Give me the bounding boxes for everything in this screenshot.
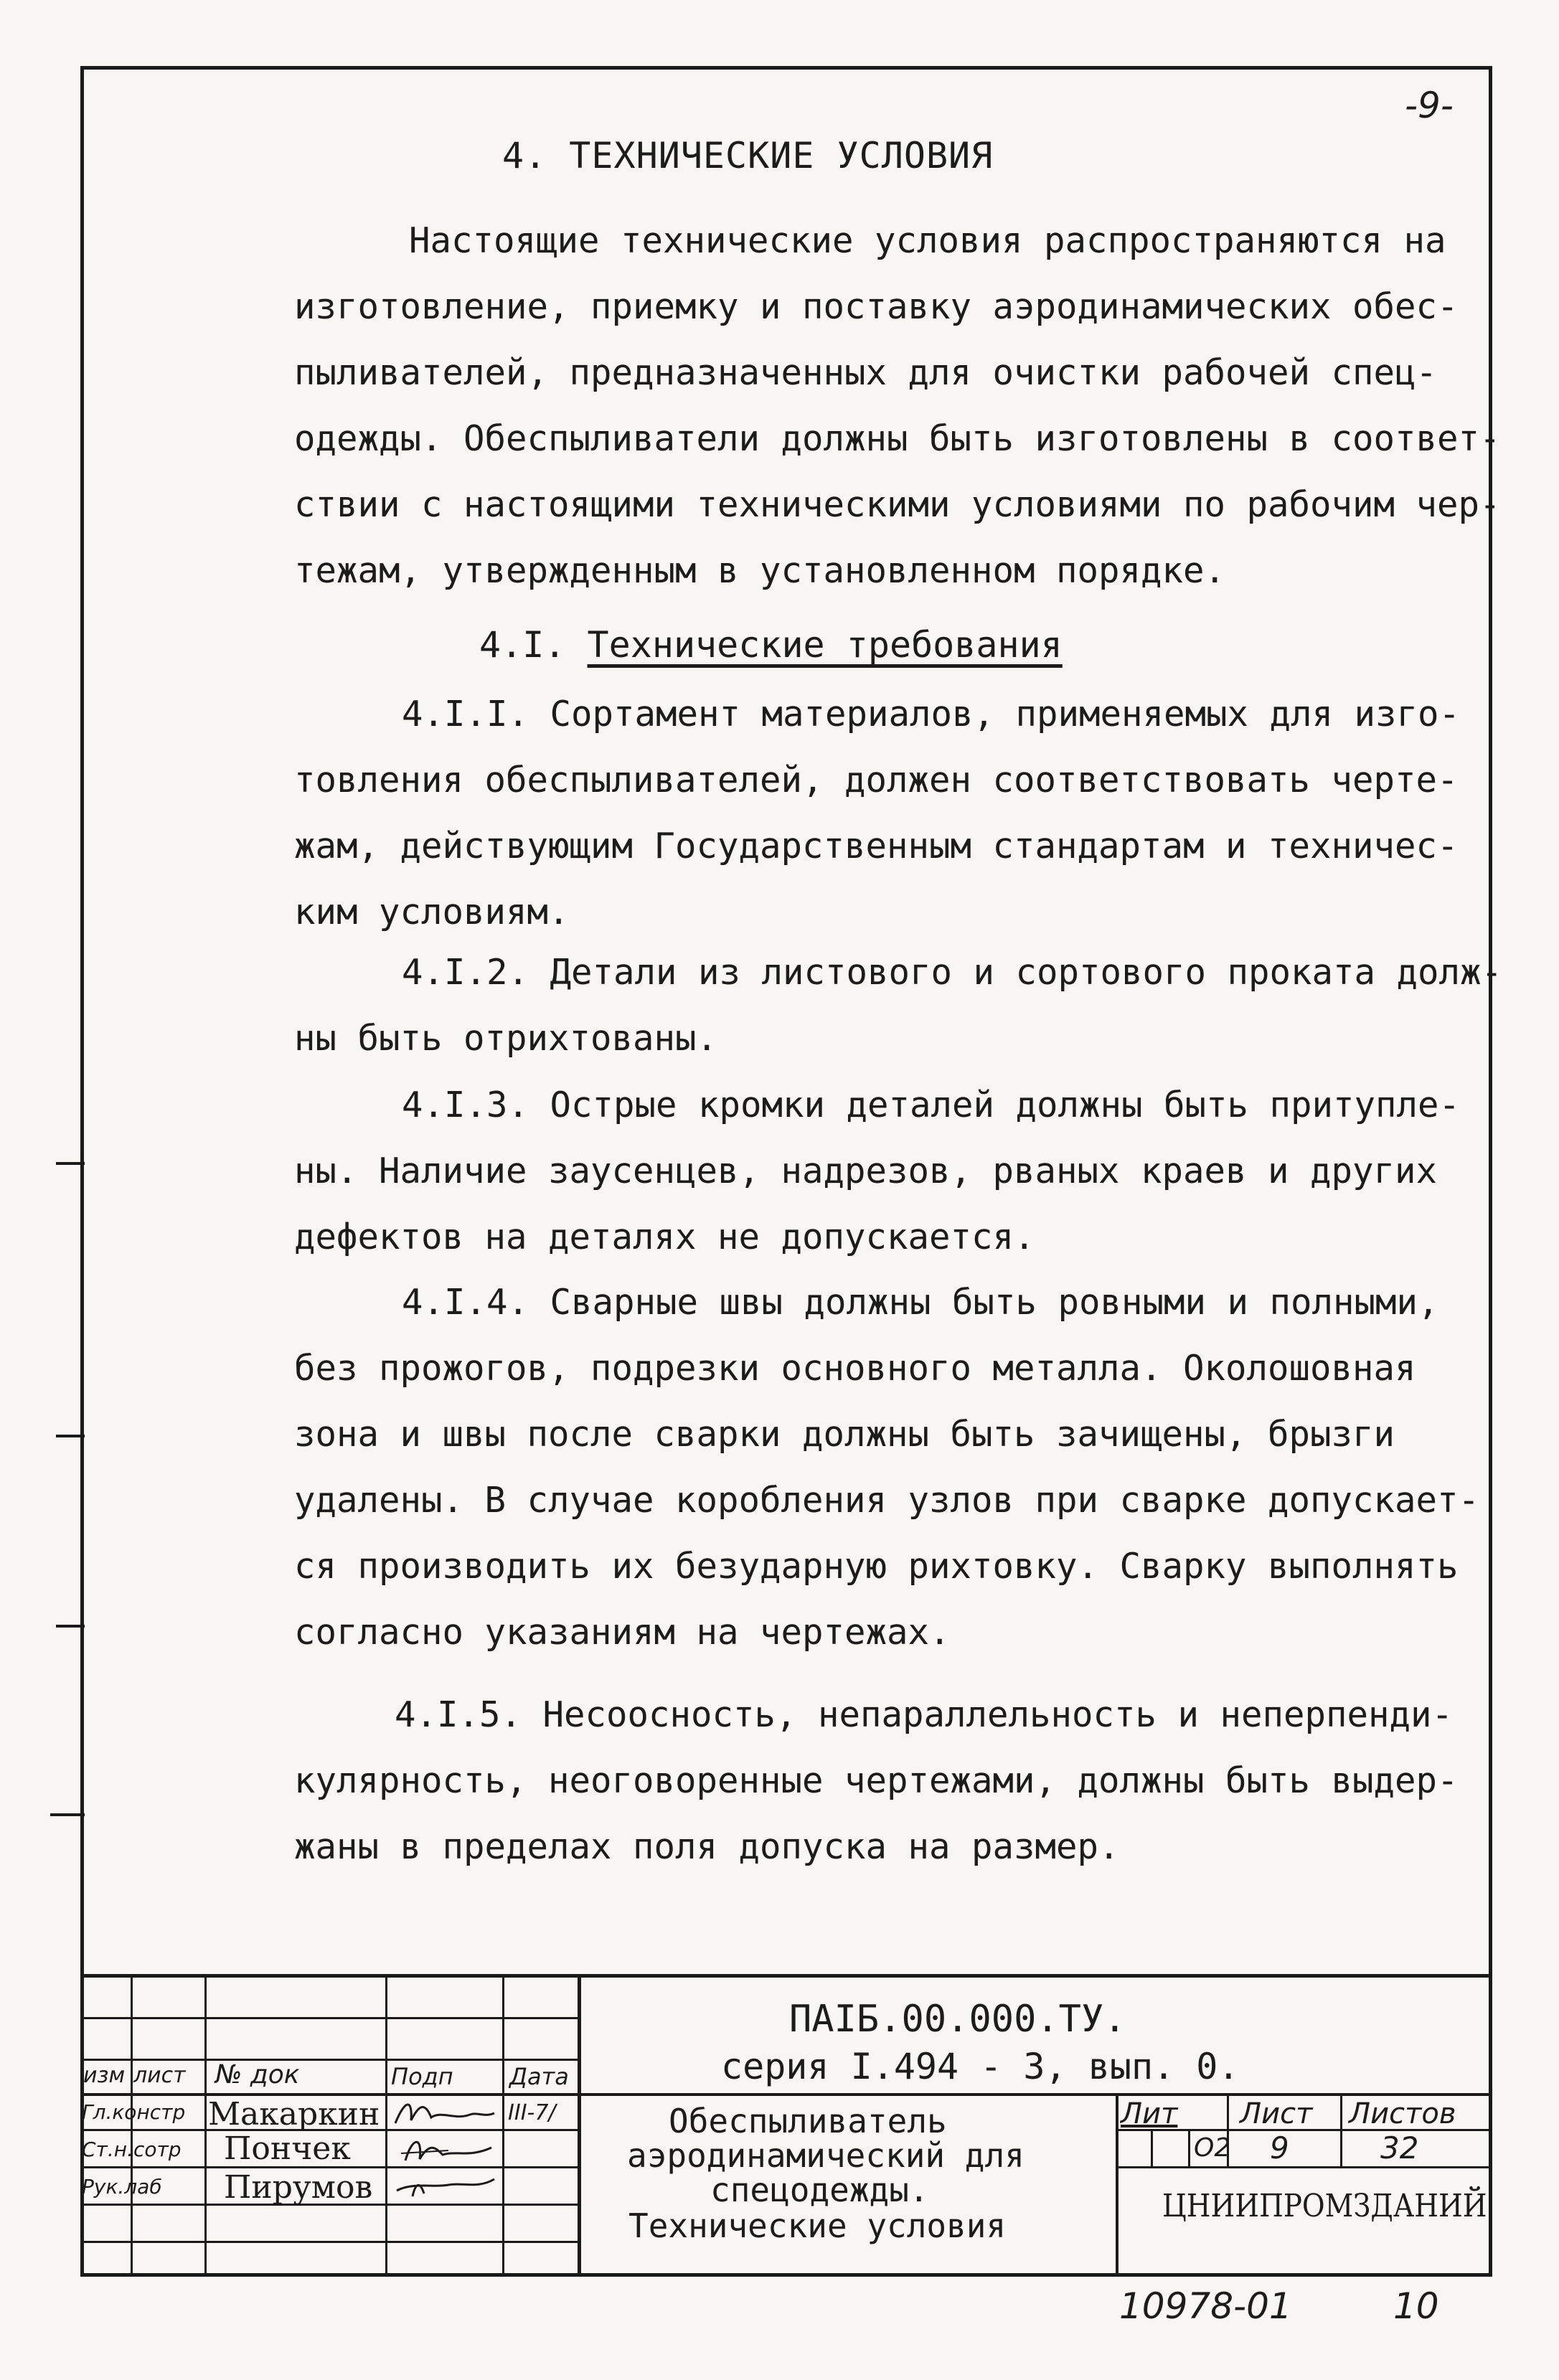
product-name-line-4: Технические условия <box>628 2206 1007 2245</box>
text-line: 4.I.4. Сварные швы должны быть ровными и полными, <box>402 1282 1439 1323</box>
text-line: жам, действующим Государственным стандартам и техничес- <box>294 826 1459 866</box>
text-line: ким условиям. <box>294 892 570 932</box>
section-heading: 4. ТЕХНИЧЕСКИЕ УСЛОВИЯ <box>502 135 994 176</box>
header-izm: изм <box>83 2063 126 2088</box>
text-line: 4.I.3. Острые кромки деталей должны быть притупле- <box>402 1085 1461 1125</box>
text-line: пыливателей, предназначенных для очистки рабочей спец- <box>294 352 1438 393</box>
lit-value: О2 <box>1194 2133 1231 2163</box>
text-line: ны быть отрихтованы. <box>294 1018 718 1059</box>
edge-tick <box>50 1813 85 1816</box>
clause-4-1-2 <box>294 940 1503 1072</box>
lit-label: Лит <box>1121 2097 1178 2130</box>
role-2: Рук.лаб <box>82 2175 162 2199</box>
header-sign: Подп <box>391 2063 453 2090</box>
edge-tick <box>56 1625 85 1628</box>
text-line: согласно указаниям на чертежах. <box>294 1612 951 1653</box>
sheet-value: 9 <box>1270 2130 1289 2166</box>
product-name-line-1: Обеспыливатель <box>669 2102 947 2140</box>
organization: ЦНИИПРОМЗДАНИЙ <box>1162 2188 1487 2224</box>
text-line: ствии с настоящими техническими условиями по рабочим чер- <box>294 484 1501 525</box>
name-0: Макаркин <box>208 2096 380 2133</box>
edge-tick <box>56 1435 85 1437</box>
series-line: серия I.494 - 3, вып. 0. <box>721 2046 1240 2087</box>
edge-tick <box>56 1162 85 1165</box>
text-line: 4.I.2. Детали из листового и сортового проката долж- <box>402 952 1503 993</box>
sheets-value: 32 <box>1380 2130 1419 2166</box>
doc-code: ПАIБ.00.000.ТУ. <box>789 1998 1126 2041</box>
page-number: -9- <box>1405 85 1454 126</box>
text-line: жаны в пределах поля допуска на размер. <box>294 1826 1120 1867</box>
role-1: Ст.н.сотр <box>82 2138 182 2161</box>
text-line: 4.I.5. Несоосность, непараллельность и неперпенди- <box>395 1694 1454 1735</box>
text-line: изготовление, приемку и поставку аэродинамических обес- <box>294 286 1459 327</box>
text-line: кулярность, неоговоренные чертежами, должны быть выдер- <box>294 1760 1459 1801</box>
name-1: Пончек <box>224 2130 351 2167</box>
clause-4-1-5 <box>294 1682 1459 1880</box>
header-doc-no: № док <box>215 2060 300 2089</box>
text-line: тежам, утвержденным в установленном порядке. <box>294 550 1226 591</box>
text-line: ны. Наличие заусенцев, надрезов, рваных краев и других <box>294 1151 1438 1191</box>
subsection-heading <box>479 624 1063 666</box>
text-line: без прожогов, подрезки основного металла. Околошовная <box>294 1348 1416 1389</box>
signature-1 <box>391 2132 499 2165</box>
product-name-line-3: спецодежды. <box>710 2171 929 2209</box>
signature-0 <box>391 2096 499 2129</box>
clause-4-1-4 <box>294 1270 1480 1666</box>
intro-paragraph <box>294 208 1501 604</box>
text-line: товления обеспыливателей, должен соответствовать черте- <box>294 760 1459 801</box>
product-name-line-2: аэродинамический для <box>627 2136 1025 2175</box>
header-list: лист <box>133 2063 186 2088</box>
subsection-title: Технические требования <box>587 624 1063 666</box>
sheet-label: Лист <box>1240 2097 1313 2130</box>
text-line: удалены. В случае коробления узлов при сварке допускает- <box>294 1480 1480 1521</box>
subsection-number: 4.I. <box>479 624 566 666</box>
archive-sheet: 10 <box>1393 2285 1439 2327</box>
sheets-label: Листов <box>1349 2097 1456 2130</box>
clause-4-1-3 <box>294 1072 1461 1270</box>
header-date: Дата <box>509 2063 569 2090</box>
text-line: дефектов на деталях не допускается. <box>294 1217 1035 1257</box>
text-line: зона и швы после сварки должны быть зачищены, брызги <box>294 1414 1395 1455</box>
text-line: ся производить их безударную рихтовку. Сварку выполнять <box>294 1546 1459 1587</box>
text-line: одежды. Обеспыливатели должны быть изготовлены в соответ- <box>294 418 1501 459</box>
role-0: Гл.констр <box>82 2100 186 2124</box>
text-line: Настоящие технические условия распространяются на <box>409 220 1446 261</box>
text-line: 4.I.I. Сортамент материалов, применяемых для изго- <box>402 694 1461 735</box>
name-2: Пирумов <box>224 2169 373 2206</box>
archive-number: 10978-01 <box>1119 2285 1292 2327</box>
signature-2 <box>391 2169 499 2202</box>
clause-4-1-1 <box>294 681 1461 945</box>
date-0: III-7/ <box>508 2100 556 2125</box>
